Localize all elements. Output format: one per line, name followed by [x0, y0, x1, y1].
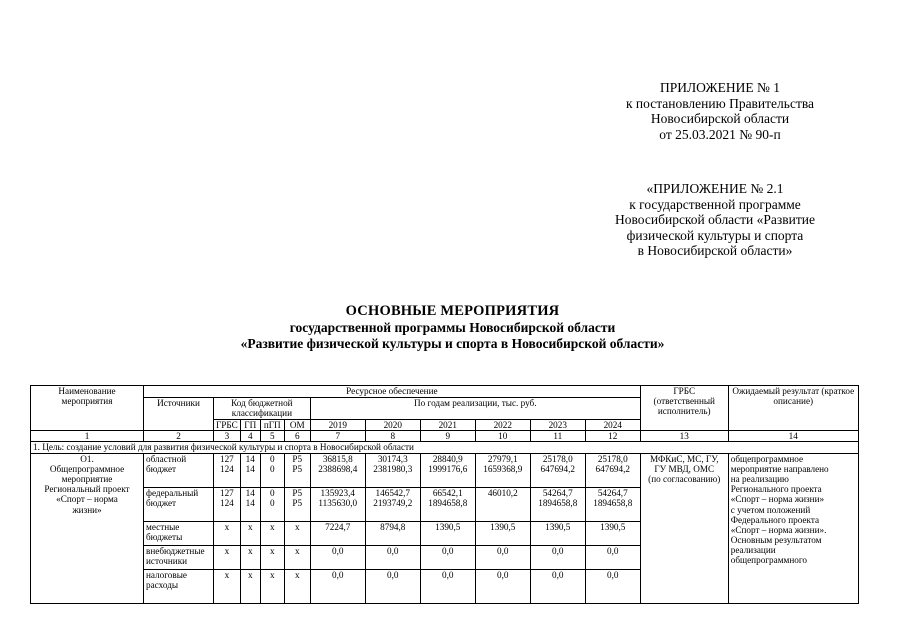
column-number: 2	[144, 431, 214, 442]
year-value-cell	[475, 545, 530, 569]
source-line: бюджет	[146, 497, 177, 508]
table-body	[31, 453, 859, 603]
header-row-1	[31, 386, 859, 398]
column-number: 5	[260, 431, 284, 442]
header-code-grbs: ГРБС	[214, 420, 241, 431]
year-value	[478, 498, 528, 508]
budget-code-value: x	[294, 521, 300, 532]
column-number: 14	[728, 431, 858, 442]
expected-result-cell	[728, 453, 858, 603]
budget-code-cell	[260, 521, 284, 545]
column-number: 10	[475, 431, 530, 442]
appendix-2-1-line: к государственной программе	[629, 196, 801, 212]
budget-code-cell	[260, 569, 284, 603]
measures-table	[30, 385, 859, 604]
year-value-cell	[530, 545, 585, 569]
year-value-cell	[310, 569, 365, 603]
budget-code-cell	[260, 545, 284, 569]
budget-code-value: 0	[269, 487, 275, 498]
budget-code-value: x	[294, 545, 300, 556]
year-value-cell	[420, 453, 475, 487]
header-years-caption: По годам реализации, тыс. руб.	[310, 398, 640, 420]
year-value: 1390,5	[600, 521, 626, 532]
grbs-line: МФКиС, МС, ГУ,	[649, 453, 719, 464]
appendix-2-1-line: физической культуры и спорта	[626, 227, 804, 243]
goal-text: 1. Цель: создание условий для развития физической культуры и спорта в Новосибирской области	[31, 442, 859, 453]
budget-code-value: x	[224, 545, 230, 556]
year-value: 0,0	[497, 569, 509, 580]
document-title	[0, 303, 905, 352]
expected-result-line: на реализацию	[730, 473, 789, 484]
year-value-cell	[310, 453, 365, 487]
measure-name-line: Общепрограммное	[49, 463, 125, 474]
budget-code-cell	[284, 569, 310, 603]
year-value-cell	[365, 521, 420, 545]
year-value: 0,0	[387, 569, 399, 580]
budget-code-cell	[260, 487, 284, 521]
year-value: 0,0	[332, 569, 344, 580]
column-numbers-row	[31, 431, 859, 442]
expected-result-line: Федерального проекта	[730, 514, 820, 525]
column-number: 11	[530, 431, 585, 442]
measure-name-line: «Спорт – норма	[56, 494, 118, 505]
budget-code-value: P5	[292, 453, 303, 464]
year-value-cell	[365, 569, 420, 603]
goal-row	[31, 442, 859, 453]
expected-result-line: «Спорт – норма жизни»	[730, 494, 825, 505]
year-value: 1390,5	[490, 521, 516, 532]
title-line-3: «Развитие физической культуры и спорта в Новосибирской области»	[240, 336, 665, 351]
budget-code-value: x	[247, 521, 253, 532]
budget-code-cell	[214, 453, 241, 487]
budget-code-value: x	[269, 521, 275, 532]
budget-code-value: 0	[269, 497, 275, 508]
budget-code-cell	[284, 453, 310, 487]
year-value-cell	[585, 453, 640, 487]
appendix-1-line: ПРИЛОЖЕНИЕ № 1	[659, 80, 781, 95]
year-value-cell	[530, 453, 585, 487]
source-line: бюджет	[146, 463, 177, 474]
expected-result-line: общепрограммное	[730, 453, 804, 464]
expected-result-line: реализации	[730, 545, 776, 556]
year-value: 25178,0	[542, 453, 573, 464]
year-value-cell	[365, 487, 420, 521]
appendix-2-1-line: Новосибирской области «Развитие	[615, 212, 815, 227]
year-value-cell	[475, 487, 530, 521]
budget-code-value: P5	[292, 463, 303, 474]
budget-code-value: 14	[245, 487, 255, 498]
header-year: 2022	[475, 420, 530, 431]
table-row	[31, 453, 859, 487]
header-code-pgp: пГП	[260, 420, 284, 431]
budget-code-value: x	[224, 521, 230, 532]
year-value-cell	[475, 521, 530, 545]
year-value: 1894658,8	[593, 497, 633, 508]
year-value: 1894658,8	[538, 497, 578, 508]
budget-code-cell	[214, 521, 241, 545]
grbs-cell	[640, 453, 728, 603]
year-value-cell	[420, 521, 475, 545]
header-result: Ожидаемый результат (краткое описание)	[728, 386, 858, 431]
budget-code-value: x	[224, 569, 230, 580]
year-value-cell	[530, 487, 585, 521]
year-value: 0,0	[332, 545, 344, 556]
grbs-line: ГУ МВД, ОМС	[654, 463, 715, 474]
year-value: 46010,2	[487, 487, 518, 498]
budget-code-value: 124	[219, 497, 234, 508]
year-value: 2381980,3	[373, 463, 413, 474]
year-value-cell	[420, 487, 475, 521]
source-cell	[144, 487, 214, 521]
source-cell	[144, 545, 214, 569]
title-line-1: ОСНОВНЫЕ МЕРОПРИЯТИЯ	[345, 303, 560, 319]
appendix-1-line: к постановлению Правительства	[625, 95, 815, 111]
source-line: налоговые	[146, 569, 187, 580]
year-value-cell	[585, 569, 640, 603]
year-value: 647694,2	[595, 463, 630, 474]
measure-name	[31, 453, 144, 603]
measure-name-line: О1.	[80, 453, 94, 464]
column-number: 8	[365, 431, 420, 442]
measure-name-line: жизни»	[72, 504, 102, 515]
year-value: 7224,7	[325, 521, 351, 532]
year-value: 2193749,2	[373, 497, 413, 508]
budget-code-cell	[284, 487, 310, 521]
measure-name-line: мероприятие	[61, 473, 113, 484]
year-value: 36815,8	[322, 453, 353, 464]
column-number: 13	[640, 431, 728, 442]
header-year: 2020	[365, 420, 420, 431]
budget-code-cell	[240, 569, 260, 603]
source-cell	[144, 569, 214, 603]
header-code-om: ОМ	[284, 420, 310, 431]
year-value-cell	[365, 545, 420, 569]
column-number: 12	[585, 431, 640, 442]
budget-code-cell	[240, 545, 260, 569]
budget-code-value: 127	[219, 453, 234, 464]
header-year: 2019	[310, 420, 365, 431]
expected-result-line: с учетом положений	[730, 504, 811, 515]
year-value: 0,0	[607, 569, 619, 580]
year-value: 1390,5	[435, 521, 461, 532]
appendix-1-line: Новосибирской области	[650, 111, 790, 126]
year-value-cell	[365, 453, 420, 487]
budget-code-value: x	[247, 569, 253, 580]
appendix-1-line: от 25.03.2021 № 90-п	[659, 126, 781, 142]
column-number: 1	[31, 431, 144, 442]
source-line: внебюджетные	[146, 545, 205, 556]
year-value: 1135630,0	[318, 497, 358, 508]
year-value: 54264,7	[597, 487, 628, 498]
year-value-cell	[310, 487, 365, 521]
expected-result-line: мероприятие направлено	[730, 463, 829, 474]
column-number: 7	[310, 431, 365, 442]
measure-name-line: Региональный проект	[44, 484, 130, 495]
budget-code-value: P5	[292, 487, 303, 498]
year-value-cell	[530, 569, 585, 603]
header-year: 2021	[420, 420, 475, 431]
year-value-cell	[310, 521, 365, 545]
year-value: 28840,9	[432, 453, 463, 464]
expected-result-line: Регионального проекта	[730, 484, 822, 495]
budget-code-cell	[284, 521, 310, 545]
header-name: Наименование мероприятия	[31, 386, 144, 431]
header-resources: Ресурсное обеспечение	[144, 386, 641, 398]
appendix-2-1-line: «ПРИЛОЖЕНИЕ № 2.1	[646, 181, 784, 196]
year-value-cell	[585, 521, 640, 545]
year-value: 27979,1	[487, 453, 518, 464]
expected-result-line: общепрограммного	[730, 555, 808, 566]
year-value: 0,0	[497, 545, 509, 556]
source-line: областной	[146, 453, 187, 464]
year-value: 30174,3	[377, 453, 408, 464]
title-line-2: государственной программы Новосибирской области	[289, 320, 616, 335]
year-value: 135923,4	[320, 487, 355, 498]
source-cell	[144, 521, 214, 545]
budget-code-value: P5	[292, 497, 303, 508]
header-grbs: ГРБС (ответственный исполнитель)	[640, 386, 728, 431]
year-value: 0,0	[442, 569, 454, 580]
appendix-2-1-block	[570, 181, 860, 259]
column-number: 9	[420, 431, 475, 442]
source-line: местные	[146, 521, 180, 532]
appendix-1-block	[585, 80, 855, 142]
column-number: 4	[240, 431, 260, 442]
budget-code-value: x	[269, 569, 275, 580]
year-value-cell	[585, 487, 640, 521]
budget-code-value: 0	[269, 463, 275, 474]
header-year: 2024	[585, 420, 640, 431]
year-value: 0,0	[552, 569, 564, 580]
year-value-cell	[585, 545, 640, 569]
budget-code-value: x	[247, 545, 253, 556]
year-value: 25178,0	[597, 453, 628, 464]
year-value: 1999176,6	[428, 463, 468, 474]
budget-code-cell	[284, 545, 310, 569]
year-value-cell	[475, 569, 530, 603]
grbs-line: (по согласованию)	[648, 473, 721, 484]
source-line: бюджеты	[146, 531, 183, 542]
expected-result-line: Основным результатом	[730, 535, 822, 546]
budget-code-cell	[214, 569, 241, 603]
year-value: 0,0	[387, 545, 399, 556]
year-value: 647694,2	[540, 463, 575, 474]
source-line: источники	[146, 555, 188, 566]
year-value: 66542,1	[432, 487, 463, 498]
year-value-cell	[475, 453, 530, 487]
budget-code-value: x	[294, 569, 300, 580]
budget-code-cell	[240, 453, 260, 487]
year-value: 0,0	[607, 545, 619, 556]
budget-code-value: 14	[245, 453, 255, 464]
year-value: 0,0	[552, 545, 564, 556]
year-value-cell	[310, 545, 365, 569]
year-value: 1659368,9	[483, 463, 523, 474]
budget-code-value: 127	[219, 487, 234, 498]
budget-code-cell	[214, 487, 241, 521]
budget-code-value: 14	[245, 463, 255, 474]
year-value-cell	[420, 569, 475, 603]
header-sources: Источники	[144, 398, 214, 431]
source-line: федеральный	[146, 487, 199, 498]
budget-code-value: x	[269, 545, 275, 556]
budget-code-value: 14	[245, 497, 255, 508]
expected-result-line: «Спорт – норма жизни».	[730, 524, 827, 535]
column-number: 3	[214, 431, 241, 442]
year-value-cell	[530, 521, 585, 545]
column-number: 6	[284, 431, 310, 442]
source-cell	[144, 453, 214, 487]
header-year: 2023	[530, 420, 585, 431]
budget-code-cell	[214, 545, 241, 569]
year-value: 54264,7	[542, 487, 573, 498]
source-line: расходы	[146, 579, 179, 590]
year-value: 1390,5	[545, 521, 571, 532]
appendix-2-1-line: в Новосибирской области»	[637, 243, 793, 258]
header-code-gp: ГП	[240, 420, 260, 431]
budget-code-cell	[240, 521, 260, 545]
year-value: 8794,8	[380, 521, 406, 532]
year-value: 146542,7	[375, 487, 410, 498]
budget-code-value: 0	[269, 453, 275, 464]
year-value: 2388698,4	[318, 463, 358, 474]
budget-code-value: 124	[219, 463, 234, 474]
year-value-cell	[420, 545, 475, 569]
header-budget-code: Код бюджетной классификации	[214, 398, 311, 420]
budget-code-cell	[260, 453, 284, 487]
budget-code-cell	[240, 487, 260, 521]
year-value: 1894658,8	[428, 497, 468, 508]
year-value: 0,0	[442, 545, 454, 556]
